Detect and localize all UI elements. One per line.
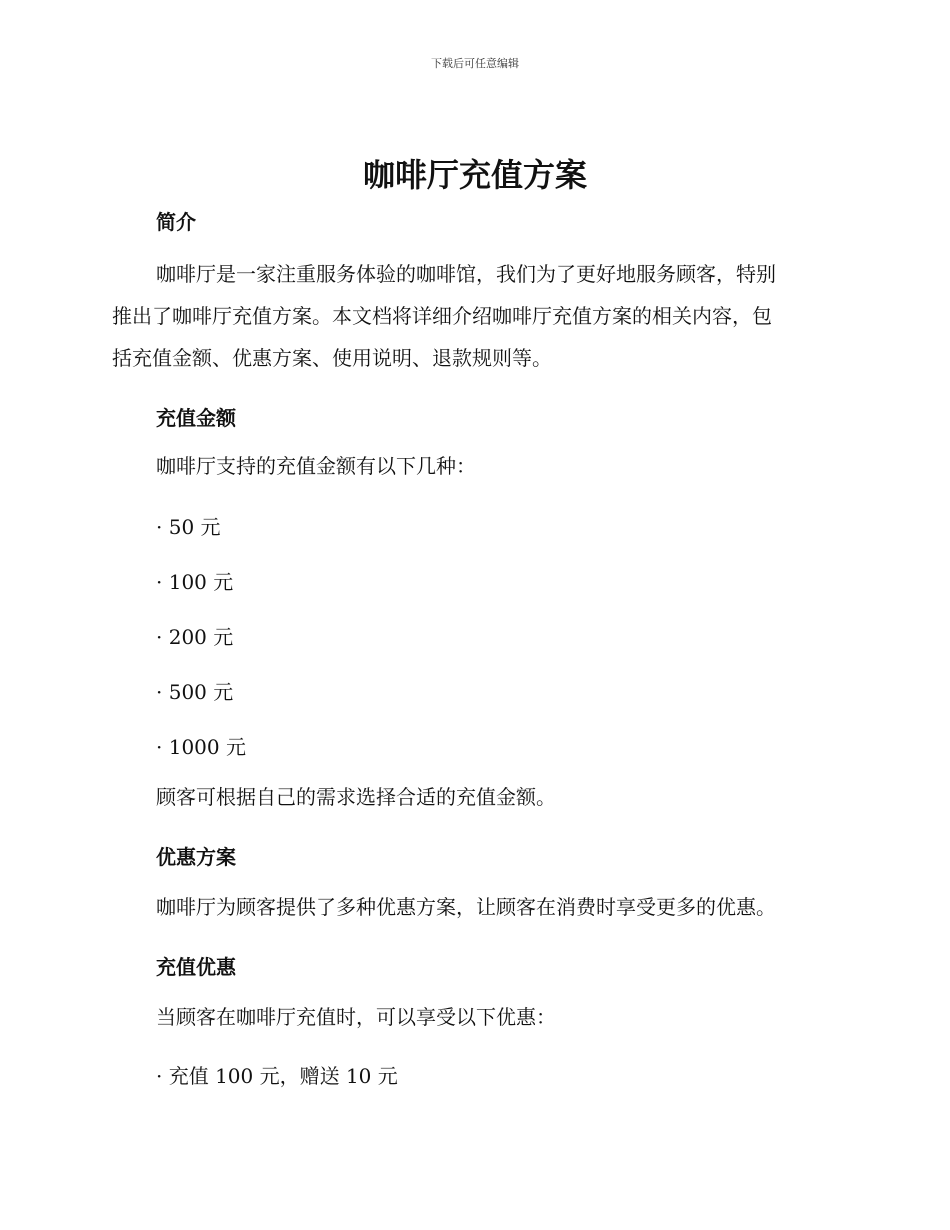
offers-text: 咖啡厅为顾客提供了多种优惠方案，让顾客在消费时享受更多的优惠。 [156,895,776,919]
amount-list-item: · 500 元 [156,680,234,704]
recharge-offers-heading: 充值优惠 [156,955,236,979]
amount-list-item: · 1000 元 [156,735,246,759]
intro-paragraph-line: 咖啡厅是一家注重服务体验的咖啡馆，我们为了更好地服务顾客，特别 [156,262,776,286]
page-header-note: 下载后可任意编辑 [431,57,519,70]
amount-list-item: · 100 元 [156,570,234,594]
amount-list-item: · 50 元 [156,515,221,539]
recharge-offer-item: · 充值 100 元，赠送 10 元 [156,1064,398,1088]
intro-heading: 简介 [156,210,196,234]
document-title: 咖啡厅充值方案 [362,156,587,194]
intro-paragraph-line: 括充值金额、优惠方案、使用说明、退款规则等。 [112,346,552,370]
amounts-heading: 充值金额 [156,406,236,430]
amounts-footer: 顾客可根据自己的需求选择合适的充值金额。 [156,785,556,809]
intro-paragraph-line: 推出了咖啡厅充值方案。本文档将详细介绍咖啡厅充值方案的相关内容，包 [112,304,772,328]
recharge-offers-lead: 当顾客在咖啡厅充值时，可以享受以下优惠： [156,1005,556,1029]
amounts-lead: 咖啡厅支持的充值金额有以下几种： [156,454,476,478]
amount-list-item: · 200 元 [156,625,234,649]
offers-heading: 优惠方案 [156,845,236,869]
